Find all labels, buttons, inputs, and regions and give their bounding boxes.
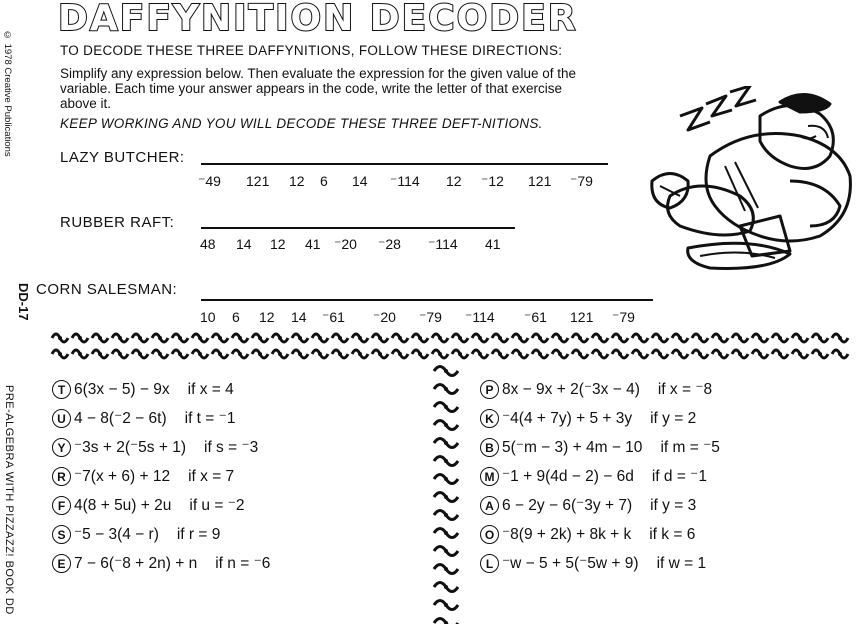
exercise-row bbox=[480, 409, 696, 428]
code-number: 14 bbox=[236, 236, 252, 252]
directions-line: variable. Each time your answer appears in the code, write the letter of that exercise bbox=[60, 81, 563, 96]
exercise-expression: 4 − 8(⁻2 − 6t) bbox=[74, 410, 167, 427]
code-number: ⁻28 bbox=[378, 236, 401, 252]
exercise-condition: if d = ⁻1 bbox=[651, 468, 707, 485]
exercise-row bbox=[52, 409, 235, 428]
answer-line[interactable] bbox=[201, 227, 515, 229]
code-number: 48 bbox=[200, 236, 216, 252]
code-number: ⁻49 bbox=[198, 173, 221, 189]
code-number: 12 bbox=[259, 309, 275, 325]
code-number: 6 bbox=[320, 173, 328, 189]
code-number: ⁻20 bbox=[334, 236, 357, 252]
code-number: 14 bbox=[291, 309, 307, 325]
exercise-expression: 6 − 2y − 6(⁻3y + 7) bbox=[502, 497, 633, 514]
exercise-row bbox=[480, 438, 720, 457]
code-number: 14 bbox=[352, 173, 368, 189]
exercise-condition: if s = ⁻3 bbox=[204, 439, 259, 456]
code-number: ⁻79 bbox=[570, 173, 593, 189]
exercise-condition: if n = ⁻6 bbox=[215, 555, 271, 572]
exercise-condition: if r = 9 bbox=[176, 525, 221, 543]
exercise-row bbox=[480, 496, 696, 515]
exercise-row bbox=[480, 467, 707, 486]
code-number: ⁻61 bbox=[322, 309, 345, 325]
exercise-letter-badge: B bbox=[480, 438, 499, 457]
exercise-letter-badge: O bbox=[480, 525, 499, 544]
exercise-condition: if u = ⁻2 bbox=[189, 497, 245, 514]
exercise-expression: ⁻5 − 3(4 − r) bbox=[74, 526, 159, 543]
exercise-expression: 5(⁻m − 3) + 4m − 10 bbox=[502, 439, 643, 456]
page-title: DAFFYNITION DECODER bbox=[58, 0, 578, 39]
exercise-condition: if x = 7 bbox=[188, 467, 235, 485]
exercise-condition: if w = 1 bbox=[656, 554, 707, 572]
directions-heading: TO DECODE THESE THREE DAFFYNITIONS, FOLLOW THESE DIRECTIONS: bbox=[60, 43, 563, 58]
ornamental-border bbox=[50, 330, 850, 362]
worksheet-code: DD-17 bbox=[16, 283, 31, 321]
exercise-condition: if x = 4 bbox=[187, 380, 234, 398]
code-number: 121 bbox=[570, 309, 594, 325]
puzzle-label-rubber-raft: RUBBER RAFT: bbox=[60, 214, 175, 231]
exercise-row bbox=[480, 380, 712, 399]
exercise-condition: if y = 3 bbox=[650, 496, 697, 514]
code-number: ⁻114 bbox=[428, 236, 458, 252]
code-number: ⁻114 bbox=[465, 309, 495, 325]
code-number: 10 bbox=[200, 309, 216, 325]
exercise-row bbox=[52, 438, 258, 457]
exercise-letter-badge: U bbox=[52, 409, 71, 428]
code-number: ⁻20 bbox=[373, 309, 396, 325]
code-number: 41 bbox=[305, 236, 321, 252]
puzzle-label-lazy-butcher: LAZY BUTCHER: bbox=[60, 149, 185, 166]
exercise-condition: if y = 2 bbox=[650, 409, 697, 427]
exercise-expression: 8x − 9x + 2(⁻3x − 4) bbox=[502, 381, 640, 398]
exercise-expression: ⁻1 + 9(4d − 2) − 6d bbox=[502, 468, 634, 485]
ornamental-divider bbox=[428, 362, 464, 624]
exercise-row bbox=[480, 525, 695, 544]
exercise-expression: ⁻7(x + 6) + 12 bbox=[74, 468, 171, 485]
exercise-row bbox=[52, 554, 270, 573]
code-number: ⁻12 bbox=[481, 173, 504, 189]
exercise-expression: ⁻8(9 + 2k) + 8k + k bbox=[502, 526, 632, 543]
puzzle-label-corn-salesman: CORN SALESMAN: bbox=[36, 281, 178, 298]
exercise-row bbox=[52, 380, 234, 399]
code-number: 12 bbox=[270, 236, 286, 252]
exercise-row bbox=[480, 554, 706, 573]
code-number: 121 bbox=[528, 173, 552, 189]
answer-line[interactable] bbox=[201, 163, 608, 165]
code-number: ⁻114 bbox=[390, 173, 420, 189]
exercise-expression: ⁻w − 5 + 5(⁻5w + 9) bbox=[502, 555, 639, 572]
exercise-letter-badge: E bbox=[52, 554, 71, 573]
copyright-text: © 1978 Creative Publications bbox=[2, 30, 13, 157]
exercise-row bbox=[52, 496, 245, 515]
exercise-letter-badge: K bbox=[480, 409, 499, 428]
exercise-letter-badge: A bbox=[480, 496, 499, 515]
directions-line: above it. bbox=[60, 96, 112, 111]
exercise-letter-badge: P bbox=[480, 380, 499, 399]
exercise-letter-badge: R bbox=[52, 467, 71, 486]
code-number: ⁻61 bbox=[524, 309, 547, 325]
code-number: 41 bbox=[485, 236, 501, 252]
answer-line[interactable] bbox=[201, 299, 653, 301]
exercise-expression: 4(8 + 5u) + 2u bbox=[74, 496, 172, 514]
exercise-letter-badge: M bbox=[480, 467, 499, 486]
exercise-expression: 7 − 6(⁻8 + 2n) + n bbox=[74, 555, 198, 572]
exercise-condition: if t = ⁻1 bbox=[184, 410, 236, 427]
exercise-letter-badge: T bbox=[52, 380, 71, 399]
exercise-condition: if k = 6 bbox=[649, 525, 696, 543]
exercise-expression: ⁻4(4 + 7y) + 5 + 3y bbox=[502, 410, 633, 427]
directions-line: Simplify any expression below. Then evaluate the expression for the given value of the bbox=[60, 66, 577, 81]
sleeping-butcher-illustration bbox=[640, 86, 858, 276]
code-number: ⁻79 bbox=[419, 309, 442, 325]
exercise-letter-badge: L bbox=[480, 554, 499, 573]
exercise-condition: if m = ⁻5 bbox=[660, 439, 720, 456]
code-number: 12 bbox=[446, 173, 462, 189]
code-number: ⁻79 bbox=[612, 309, 635, 325]
exercise-condition: if x = ⁻8 bbox=[657, 381, 713, 398]
exercise-expression: ⁻3s + 2(⁻5s + 1) bbox=[74, 439, 186, 456]
exercise-letter-badge: F bbox=[52, 496, 71, 515]
exercise-row bbox=[52, 525, 220, 544]
code-number: 6 bbox=[232, 309, 240, 325]
exercise-letter-badge: S bbox=[52, 525, 71, 544]
book-title: PRE-ALGEBRA WITH PIZZAZZ! BOOK DD bbox=[3, 385, 15, 615]
code-number: 12 bbox=[289, 173, 305, 189]
exercise-expression: 6(3x − 5) − 9x bbox=[74, 380, 170, 398]
code-number: 121 bbox=[246, 173, 270, 189]
directions-footer: KEEP WORKING AND YOU WILL DECODE THESE THREE DEFT-NITIONS. bbox=[60, 116, 543, 131]
exercise-row bbox=[52, 467, 234, 486]
exercise-letter-badge: Y bbox=[52, 438, 71, 457]
